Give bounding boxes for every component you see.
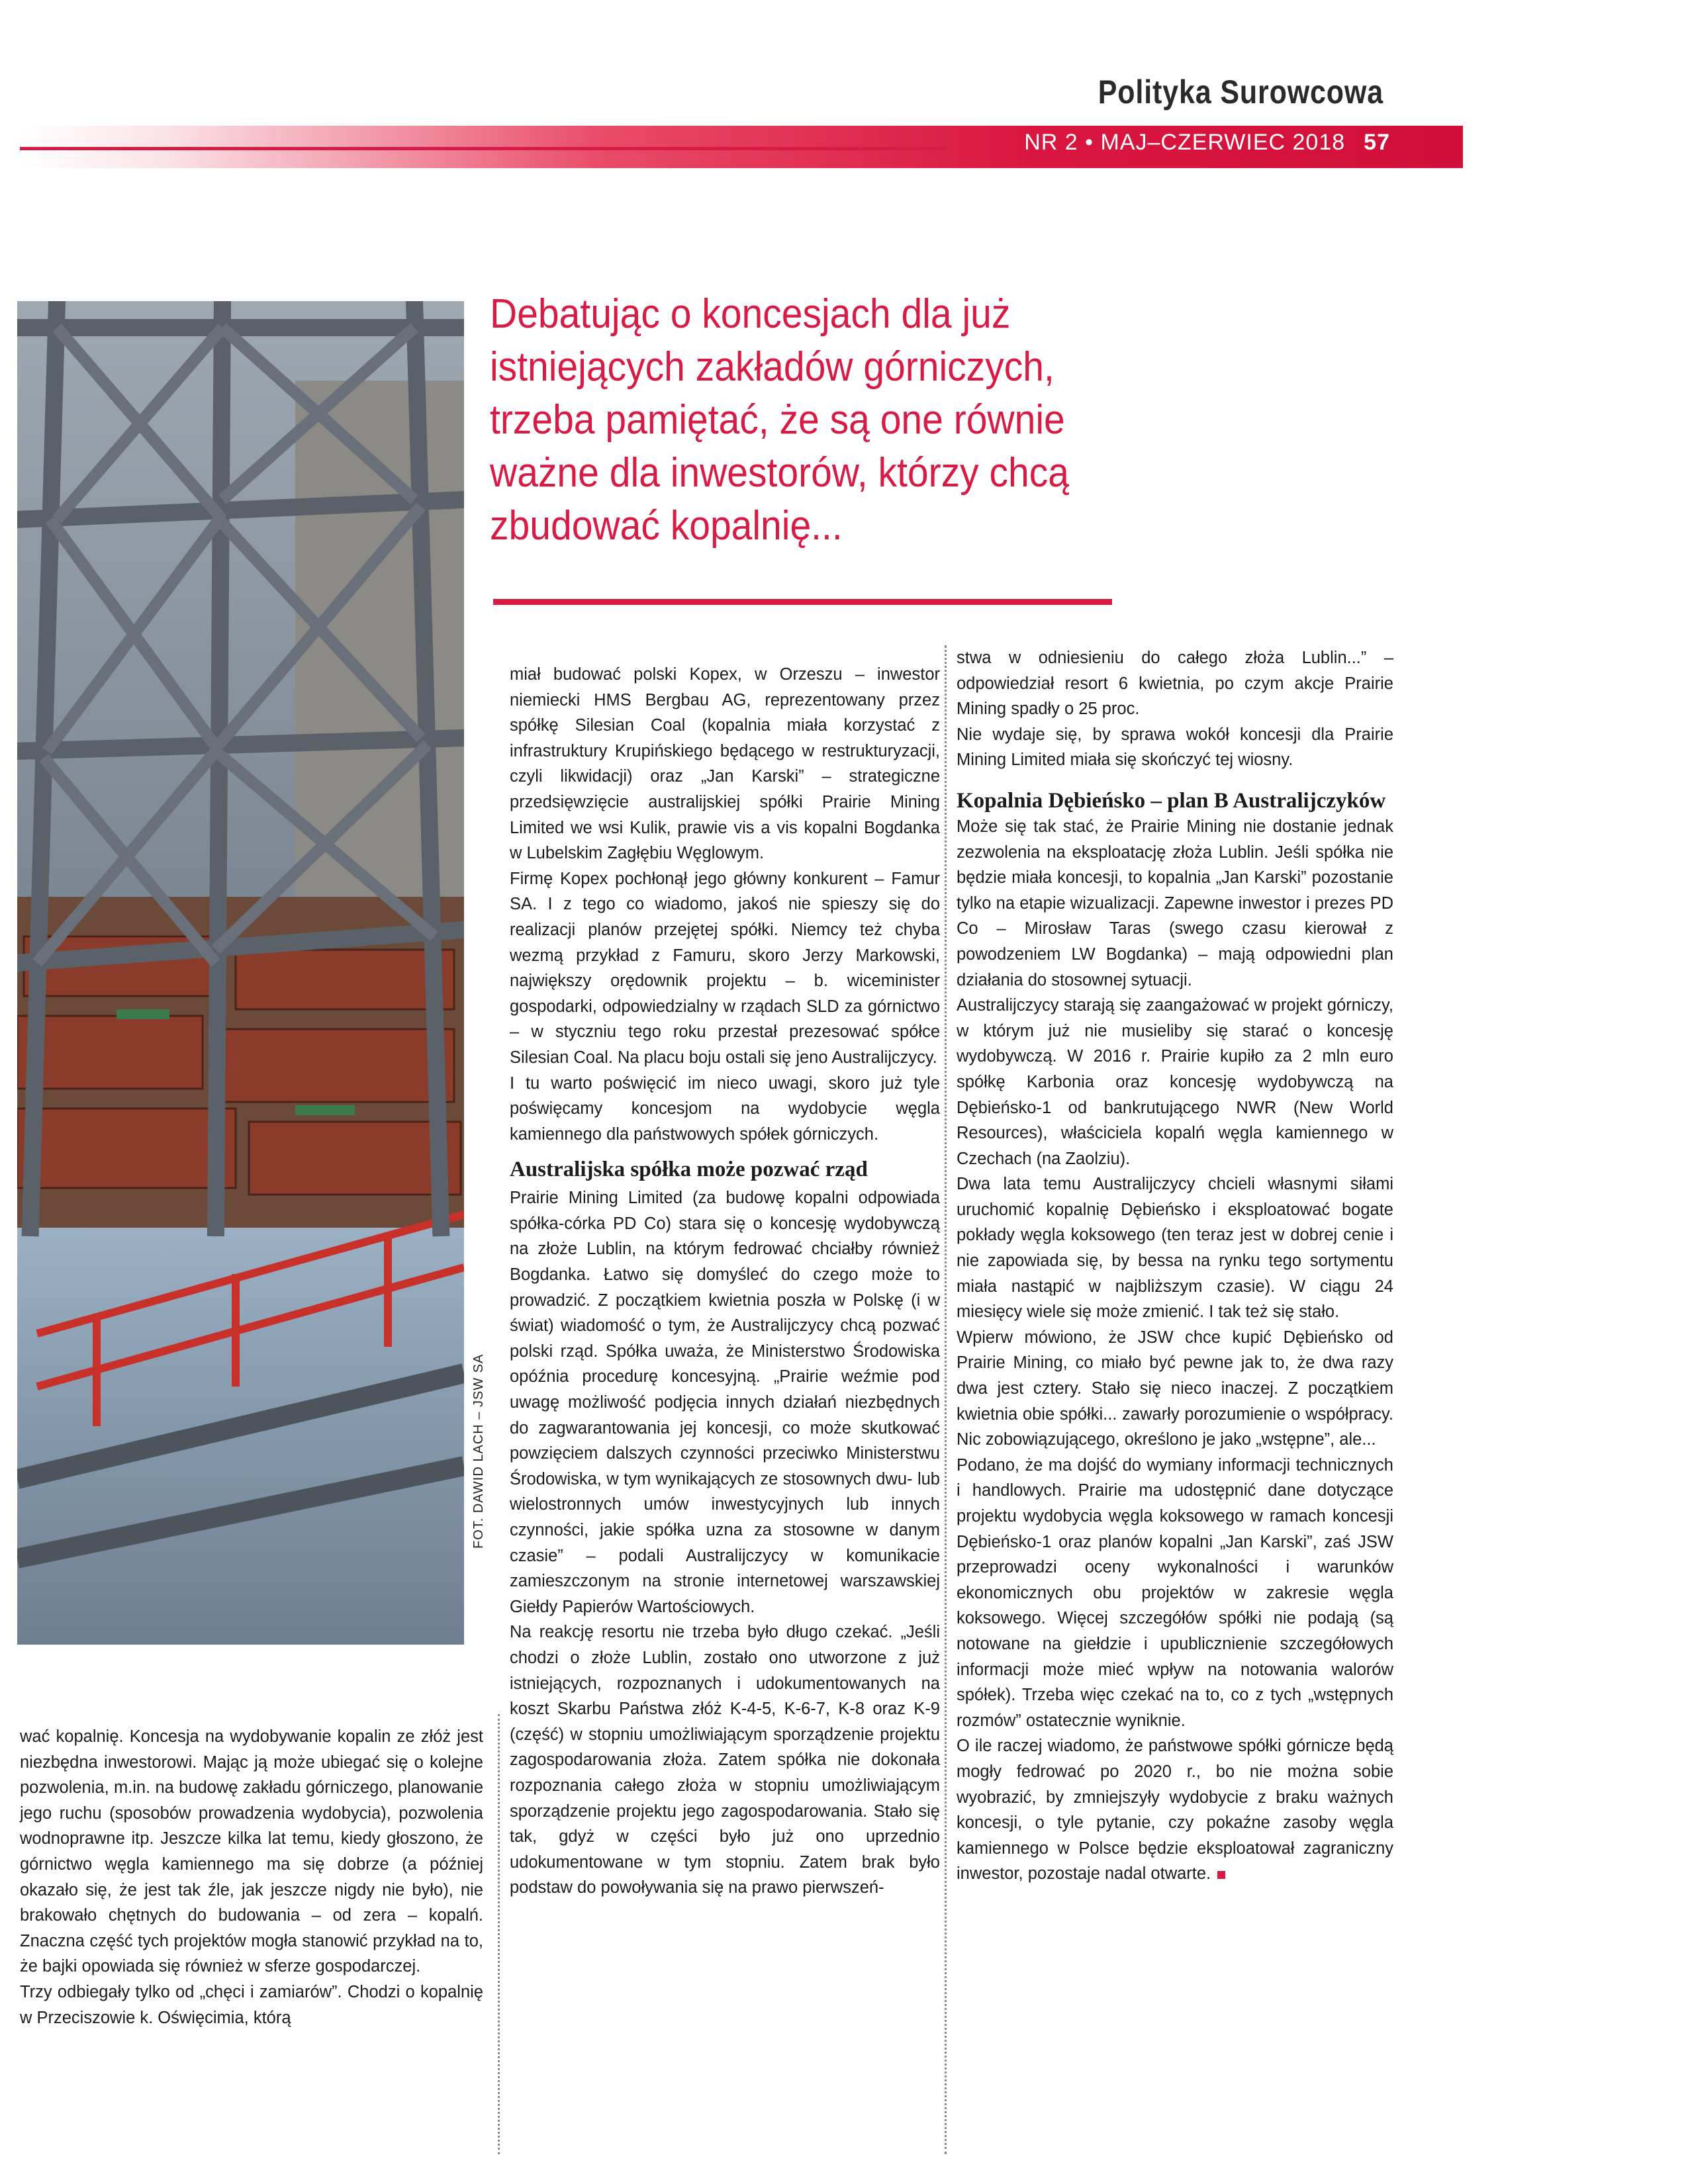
paragraph-final [957,1733,1393,1887]
photo-illustration [17,301,464,1645]
paragraph: Może się tak stać, że Prairie Mining nie dostanie jednak zezwolenia na eksploatację złoża Lublin. Jeśli spółka nie będzie miała koncesji, to kopalnia „Jan Karski” pozostanie tylko na etapie wizualizacji. Zapewne inwestor i prezes PD Co – Mirosław Taras (swego czasu kierował z powodzeniem LW Bogdanka) – mają odpowiedni plan działania do stosownej sytuacji. [957,817,1393,989]
paragraph: Dwa lata temu Australijczycy chcieli własnymi siłami uruchomić kopalnię Dębieńsko i eksploatować bogate pokłady węgla koksowego (ten teraz jest w dobrej cenie i nie zapowiada się, by bessa na rynku tego sortymentu miała nastąpić w najbliższym czasie). W ciągu 24 miesięcy wiele się może zmienić. I tak też się stało. [957,1175,1393,1322]
paragraph: Wpierw mówiono, że JSW chce kupić Dębieńsko od Prairie Mining, co miało być pewne jak to, że dwa razy dwa jest cztery. Stało się nieco inaczej. Z początkiem kwietnia obie spółki... zawarły porozumienie o współpracy. Nic zobowiązującego, określono je jako „wstępne”, ale... [957,1328,1393,1449]
paragraph: Firmę Kopex pochłonął jego główny konkurent – Famur SA. I z tego co wiadomo, jakoś nie spieszy się do realizacji planów przejętej spółki. Niemcy też chyba wezmą przykład z Famuru, skoro Jerzy Markowski, największy orędownik projektu – b. wiceminister gospodarki, odpowiedzialny w rządach SLD za górnictwo – w styczniu tego roku przestał prezesować spółce Silesian Coal. Na placu boju ostali się jeno Australijczycy. [510,869,940,1067]
paragraph-text: O ile raczej wiadomo, że państwowe spółki górnicze będą mogły fedrować po 2020 r., bo nie można sobie wyobrazić, by zmniejszyły wydobycie z braku ważnych koncesji, o tyle pytanie, czy pokaźne zasoby węgla kamiennego w Polsce będzie eksploatował zagraniczny inwestor, pozostaje nadal otwarte. [957,1737,1393,1884]
page-number: 57 [1364,130,1390,155]
pull-quote: Debatując o koncesjach dla już istniejących zakładów górniczych, trzeba pamiętać, że są one równie ważne dla inwestorów, którzy chcą zbudować kopalnię... [490,291,1070,549]
paragraph: stwa w odniesieniu do całego złoża Lublin...” – odpowiedział resort 6 kwietnia, po czym akcje Prairie Mining spadły o 25 proc. [957,649,1393,719]
column-divider [945,645,947,2154]
paragraph: Na reakcję resortu nie trzeba było długo czekać. „Jeśli chodzi o złoże Lublin, zostało ono utworzone z już istniejących, rozpoznanych i udokumentowanych na koszt Skarbu Państwa złóż K-4-5, K-6-7, K-8 oraz K-9 (część) w stopniu umożliwiającym sporządzenie projektu zagospodarowania złoża. Zatem spółka nie dokonała rozpoznania całego złoża w stopniu umożliwiającym sporządzenie projektu jego zagospodarowania. Stało się tak, gdyż w części było już ono uprzednio udokumentowane w tym stopniu. Zatem brak było podstaw do powoływania się na prawo pierwszeń- [510,1623,940,1897]
article-column-right [957,645,1393,1887]
section-heading: Kopalnia Dębieńsko – plan B Australijczyków [957,788,1386,813]
mine-structure-photo [17,301,464,1645]
masthead-rule [20,147,947,150]
magazine-title: Polityka Surowcowa [1098,73,1383,111]
issue-info [993,130,1390,156]
paragraph: Nie wydaje się, by sprawa wokół koncesji dla Prairie Mining Limited miała się skończyć tej wiosny. [957,725,1393,770]
article-column-middle [510,662,940,1901]
column-divider [498,1714,500,2154]
article-column-bottom-left [20,1724,483,2030]
paragraph: Podano, że ma dojść do wymiany informacji technicznych i handlowych. Prairie ma udostępnić dane dotyczące projektu wydobycia węgla koksowego w ramach koncesji Dębieńsko-1 oraz planów kopalni „Jan Karski”, zaś JSW przeprowadzi oceny wykonalności i warunków ekonomicznych obu projektów w zakresie węgla koksowego. Więcej szczegółów spółki nie podają (są notowane na giełdzie i upublicznienie szczegółowych informacji może mieć wpływ na notowania walorów spółek). Trzeba więc czekać na to, co z tych „wstępnych rozmów” ostatecznie wyniknie. [957,1455,1393,1730]
section-heading: Australijska spółka może pozwać rząd [510,1158,868,1182]
issue-label: NR 2 • MAJ–CZERWIEC 2018 [1024,130,1346,155]
end-of-article-mark [1217,1871,1225,1879]
paragraph: Australijczycy starają się zaangażować w projekt górniczy, w którym już nie musieliby się starać o koncesję wydobywczą. W 2016 r. Prairie kupiło za 2 mln euro spółkę Karbonia oraz koncesję wydobywczą na Dębieńsko-1 od bankrutującego NWR (New World Resources), właściciela kopalń węgla kamiennego w Czechach (na Zaolziu). [957,996,1393,1168]
paragraph: Trzy odbiegały tylko od „chęci i zamiarów”. Chodzi o kopalnię w Przeciszowie k. Oświęcimia, którą [20,1982,483,2027]
pull-quote-rule [493,599,1112,605]
photo-credit: FOT. DAWID LACH – JSW SA [471,1353,486,1549]
paragraph: Prairie Mining Limited (za budowę kopalni odpowiada spółka-córka PD Co) stara się o koncesję wydobywczą na złoże Lublin, na którym fedrować chciałby również Bogdanka. Łatwo się domyśleć do czego może to prowadzić. Z początkiem kwietnia poszła w Polskę (i w świat) wiadomość o tym, że Australijczycy chcą pozwać polski rząd. Spółka uważa, że Ministerstwo Środowiska opóźnia procedurę koncesyjną. „Prairie weźmie pod uwagę możliwość podjęcia innych działań niezbędnych do zagwarantowania jej koncesji, co może skutkować powzięciem dalszych czynności przeciwko Ministerstwu Środowiska, w tym wynikających ze stosownych dwu- lub wielostronnych umów inwestycyjnych lub innych czynności, jakie spółka uzna za stosowne w danym czasie” – podali Australijczycy w komunikacie zamieszczonym na stronie internetowej warszawskiej Giełdy Papierów Wartościowych. [510,1189,940,1616]
paragraph: wać kopalnię. Koncesja na wydobywanie kopalin ze złóż jest niezbędna inwestorowi. Mając ją może ubiegać się o kolejne pozwolenia, m.in. na budowę zakładu górniczego, planowanie jego ruchu (sposobów prowadzenia wydobycia), pozwolenia wodnoprawne itp. Jeszcze kilka lat temu, kiedy głoszono, że górnictwo węgla kamiennego ma się dobrze (a później okazało się, że jest tak źle, jak jeszcze nigdy nie było), nie brakowało chętnych do budowania – od zera – kopalń. Znaczna część tych projektów mogła stanowić przykład na to, że bajki opowiada się również w sferze gospodarczej. [20,1727,483,1976]
paragraph: I tu warto poświęcić im nieco uwagi, skoro już tyle poświęcamy koncesjom na wydobycie węgla kamiennego dla państwowych spółek górniczych. [510,1073,940,1144]
paragraph: miał budować polski Kopex, w Orzeszu – inwestor niemiecki HMS Bergbau AG, reprezentowany przez spółkę Silesian Coal (kopalnia miała korzystać z infrastruktury Krupińskiego będącego w restrukturyzacji, czyli likwidacji) oraz „Jan Karski” – strategiczne przedsięwzięcie australijskiej spółki Prairie Mining Limited we wsi Kulik, prawie vis a vis kopalni Bogdanka w Lubelskim Zagłębiu Węglowym. [510,665,940,863]
